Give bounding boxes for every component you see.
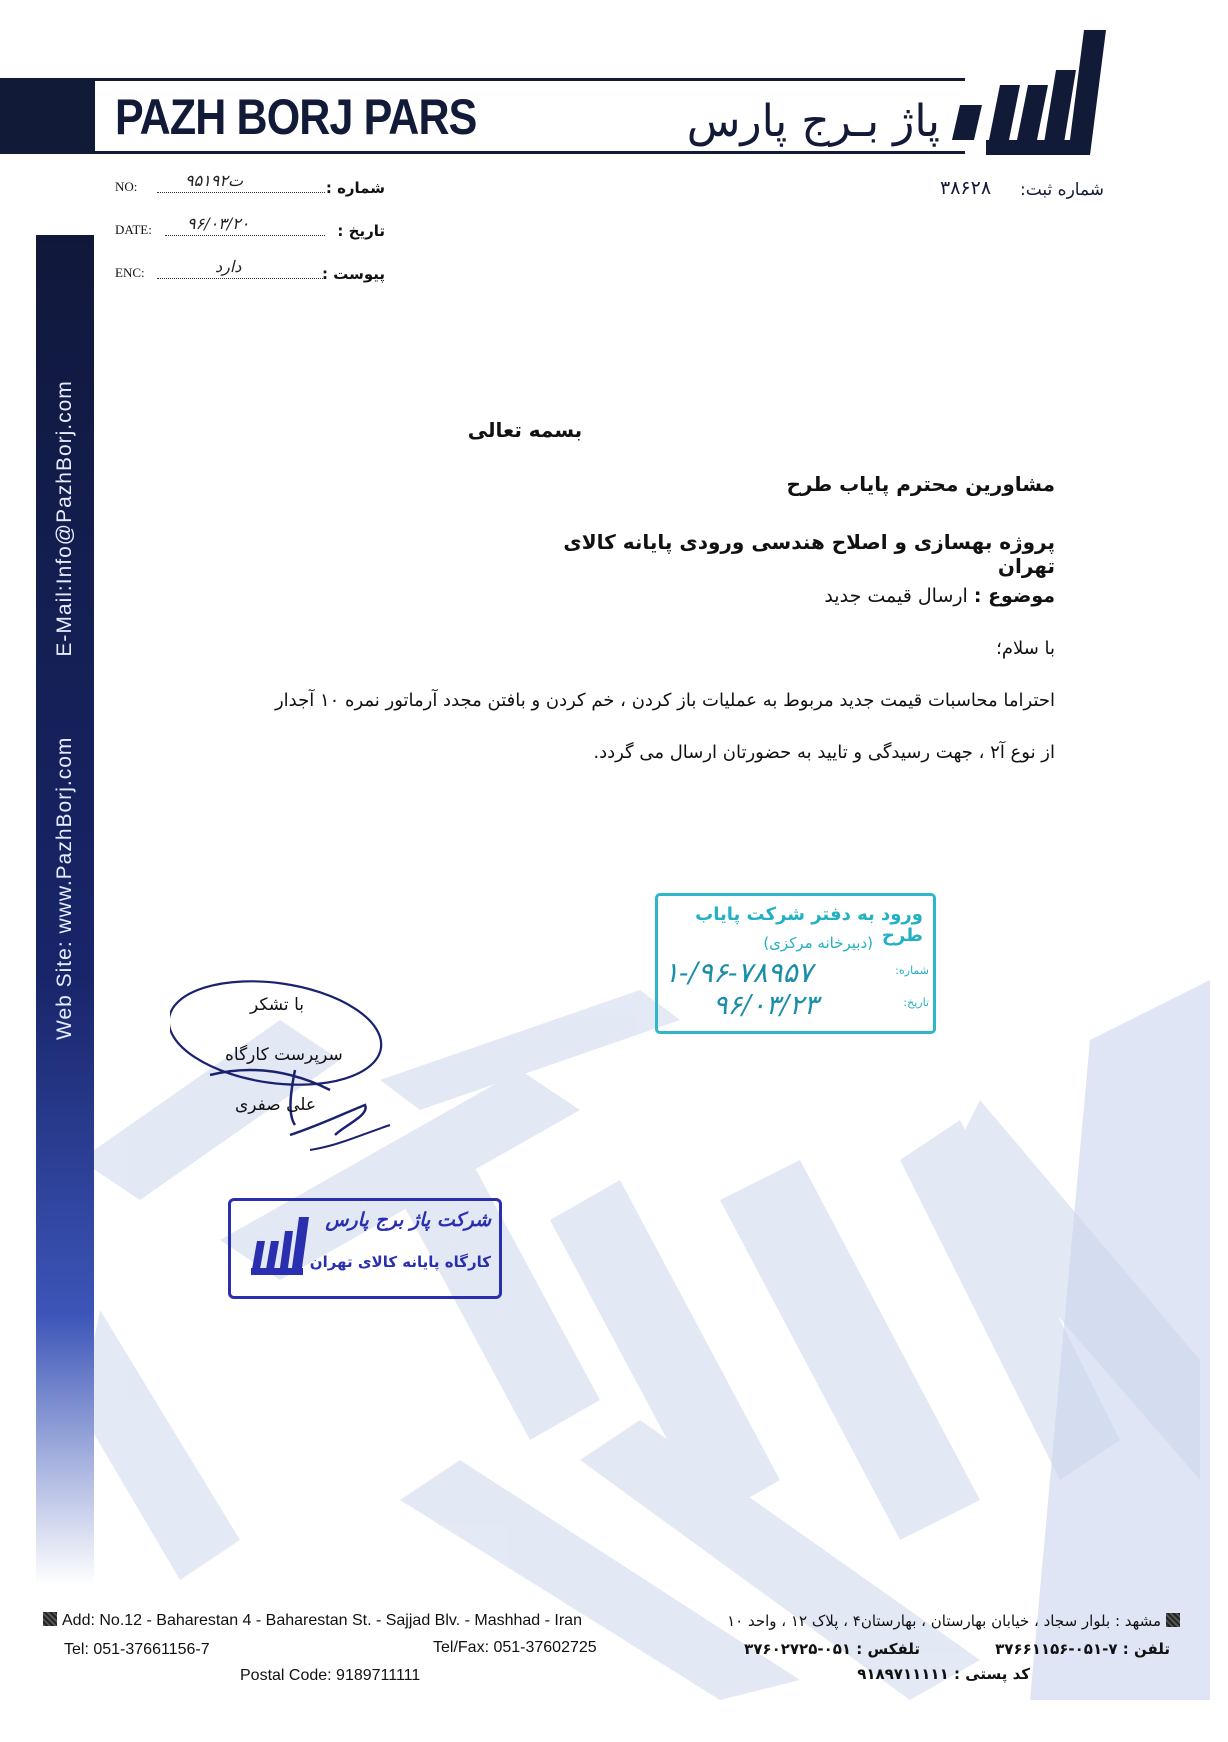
body-paragraph-1: احتراما محاسبات قیمت جدید مربوط به عملیات باز کردن ، خم کردن و بافتن مجدد آرماتور نمره ۱۰ آجدار [274, 690, 1055, 711]
signature-role: سرپرست کارگاه [225, 1045, 343, 1065]
project-title: پروژه بهسازی و اصلاح هندسی ورودی پایانه کالای تهران [563, 530, 1055, 578]
signature-name: علی صفری [235, 1095, 317, 1115]
stamp-logo-icon [239, 1213, 319, 1281]
subject-line [500, 585, 1055, 607]
number-label-en: NO: [115, 179, 138, 194]
date-label-fa: تاریخ : [337, 222, 385, 240]
email-text: E-Mail:Info@PazhBorj.com [53, 380, 76, 657]
footer-address-en [38, 1612, 582, 1630]
number-label-fa: شماره : [325, 179, 385, 197]
address-en-text: Add: No.12 - Baharestan 4 - Baharestan St. - Sajjad Blv. - Mashhad - Iran [62, 1612, 582, 1629]
sidebar-contact [38, 260, 92, 1040]
receipt-number-value: ۱-/۹۶-۷۸۹۵۷ [664, 956, 813, 989]
date-label-en: DATE: [115, 222, 152, 237]
receipt-date-label: تاریخ: [903, 996, 929, 1009]
bullet-square-icon [1166, 1613, 1180, 1627]
letter-date-field [115, 215, 385, 241]
dotted-line [165, 235, 325, 236]
enclosure-value: دارد [215, 257, 242, 276]
greeting: با سلام؛ [996, 638, 1055, 659]
footer-tel-fa: تلفن : ۷-۰۵۱-۳۷۶۶۱۱۵۶ [995, 1640, 1170, 1658]
signature-thanks: با تشکر [250, 995, 304, 1015]
header-stripe [0, 78, 95, 154]
company-stamp-subtitle: کارگاه پایانه کالای تهران [309, 1253, 491, 1271]
letter-date-value: ۹۶/۰۳/۲۰ [187, 214, 250, 233]
company-stamp-title: شرکت پاژ برج پارس [325, 1209, 491, 1231]
receipt-stamp [655, 893, 936, 1034]
salutation: بسمه تعالی [467, 418, 583, 442]
footer-telfax-en: Tel/Fax: 051-37602725 [433, 1639, 597, 1656]
receipt-date-value: ۹۶/۰۳/۲۳ [713, 990, 819, 1021]
company-stamp [228, 1198, 502, 1299]
dotted-line [157, 278, 325, 279]
footer-address-fa [690, 1612, 1185, 1630]
company-name-fa: پاژ بـرج پارس [686, 96, 940, 147]
registration-label: شماره ثبت: [1020, 180, 1105, 200]
receipt-stamp-subtitle: (دبیرخانه مرکزی) [763, 934, 873, 952]
company-name-en: PAZH BORJ PARS [115, 89, 477, 145]
website-text: Web Site: www.PazhBorj.com [53, 736, 76, 1040]
footer-postal-fa: کد پستی : ۹۱۸۹۷۱۱۱۱۱ [857, 1665, 1030, 1683]
receipt-number-label: شماره: [895, 964, 929, 977]
dotted-line [157, 192, 325, 193]
address-fa-text: مشهد : بلوار سجاد ، خیابان بهارستان ، بهارستان۴ ، پلاک ۱۲ ، واحد ۱۰ [727, 1612, 1161, 1630]
company-logo [940, 30, 1130, 160]
enclosure-label-fa: پیوست : [321, 265, 385, 283]
enclosure-field [115, 258, 385, 284]
body-paragraph-2: از نوع آ۲ ، جهت رسیدگی و تایید به حضورتان ارسال می گردد. [593, 742, 1055, 763]
addressee: مشاورین محترم پایاب طرح [786, 472, 1055, 496]
letter-number-value: ۹۵ت۱۹۲ [185, 171, 244, 190]
footer-fax-fa: تلفکس : ۰۵۱-۳۷۶۰۲۷۲۵ [744, 1640, 920, 1658]
registration-number: ۳۸۶۲۸ [940, 177, 992, 199]
bullet-square-icon [43, 1612, 57, 1626]
header-rule-top [95, 78, 965, 81]
header-rule-bottom [95, 151, 965, 154]
subject-label: موضوع : [973, 585, 1055, 607]
footer-tel-en: Tel: 051-37661156-7 [64, 1641, 210, 1658]
subject-value: ارسال قیمت جدید [824, 585, 968, 607]
enclosure-label-en: ENC: [115, 265, 145, 280]
receipt-stamp-title: ورود به دفتر شرکت پایاب طرح [695, 904, 923, 946]
letter-number-field [115, 172, 385, 198]
footer-postal-en: Postal Code: 9189711111 [240, 1667, 421, 1684]
